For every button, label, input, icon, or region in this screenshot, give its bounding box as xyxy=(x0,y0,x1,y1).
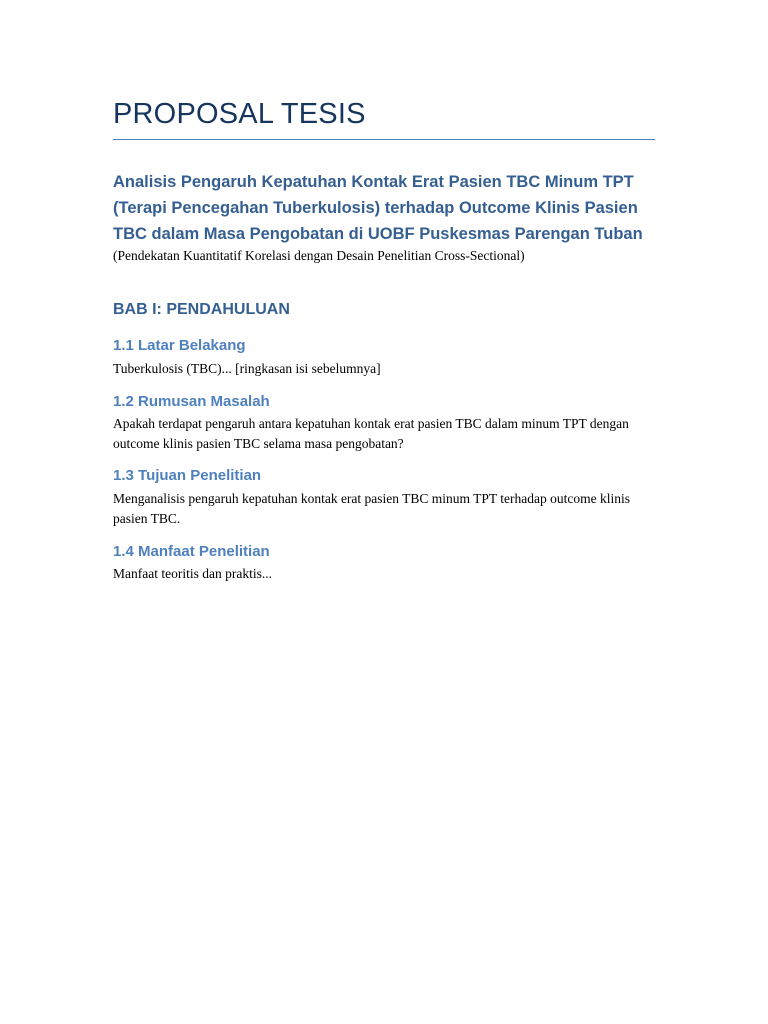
section-body-tujuan-penelitian: Menganalisis pengaruh kepatuhan kontak erat pasien TBC minum TPT terhadap outcome klinis pasien TBC. xyxy=(113,491,631,526)
section-heading-manfaat-penelitian: 1.4 Manfaat Penelitian xyxy=(113,543,270,560)
thesis-subtitle: Analisis Pengaruh Kepatuhan Kontak Erat Pasien TBC Minum TPT (Terapi Pencegahan Tuberkulosis) terhadap Outcome Klinis Pasien TBC dalam Masa Pengobatan di UOBF Puskesmas Parengan Tuban xyxy=(113,173,643,243)
section-heading-tujuan-penelitian: 1.3 Tujuan Penelitian xyxy=(113,467,262,484)
section-body-rumusan-masalah: Apakah terdapat pengaruh antara kepatuhan kontak erat pasien TBC dalam minum TPT dengan outcome klinis pasien TBC selama masa pengobatan? xyxy=(113,416,629,451)
section-body-manfaat-penelitian: Manfaat teoritis dan praktis... xyxy=(113,566,272,581)
section-body-latar-belakang: Tuberkulosis (TBC)... [ringkasan isi sebelumnya] xyxy=(113,361,381,376)
chapter-heading: BAB I: PENDAHULUAN xyxy=(113,301,290,318)
title-divider xyxy=(113,139,655,140)
research-approach: (Pendekatan Kuantitatif Korelasi dengan Desain Penelitian Cross-Sectional) xyxy=(113,248,525,263)
document-title: PROPOSAL TESIS xyxy=(113,98,366,130)
section-heading-latar-belakang: 1.1 Latar Belakang xyxy=(113,337,246,354)
section-heading-rumusan-masalah: 1.2 Rumusan Masalah xyxy=(113,393,270,410)
